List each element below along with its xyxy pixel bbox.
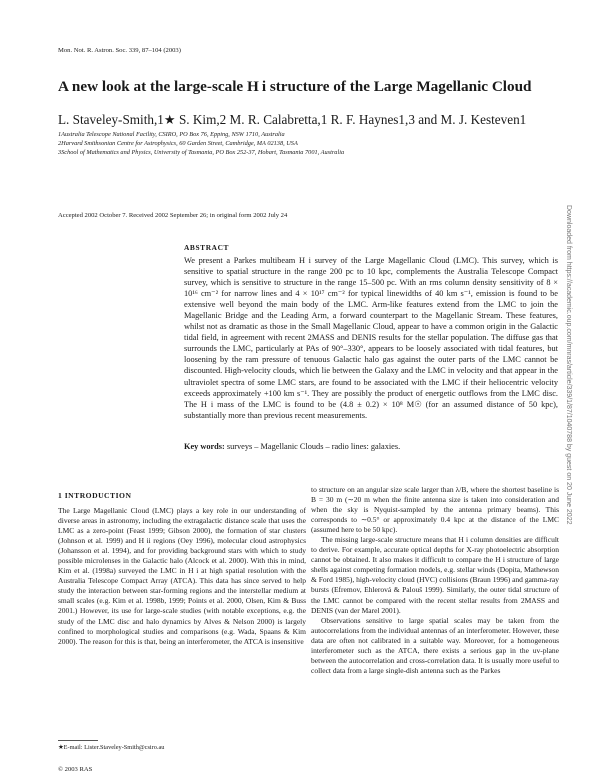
body-paragraph: Observations sensitive to large spatial scales may be taken from the autocorrelations from the individual antennas of an interferometer. However, these data are often not calibrated in a suitable way. Moreover, for a homogeneous interferometer such as the ATCA, there exists a serious gap in the uv-plane between the autocorrelation and cross-correlation data. It is usually more useful to collect data from a large single-dish antenna such as the Parkes bbox=[311, 615, 559, 675]
left-column bbox=[58, 506, 306, 647]
abstract-body bbox=[184, 255, 558, 421]
download-watermark bbox=[560, 205, 574, 605]
keywords-text: surveys – Magellanic Clouds – radio lines: galaxies. bbox=[226, 442, 401, 451]
download-watermark-text: Downloaded from https://academic.oup.com/mnras/article/339/1/87/1040788 by guest on 20 June 2022 bbox=[565, 205, 572, 525]
abstract-heading: ABSTRACT bbox=[184, 243, 230, 252]
author-list: L. Staveley-Smith,1★ S. Kim,2 M. R. Calabretta,1 R. F. Haynes1,3 and M. J. Kesteven1 bbox=[58, 112, 527, 127]
body-paragraph: The missing large-scale structure means that H i column densities are difficult to derive. For example, accurate optical depths for X-ray photoelectric absorption cannot be obtained. It also makes it difficult to compare the H i structure of large shells against competing formation models, e.g. stellar winds (Dopita, Mathewson & Ford 1985), high-velocity cloud (HVC) collisions (Braun 1996) and gamma-ray bursts (Efremov, Ehlerová & Palouš 1999). Similarly, the outer tidal structure of the LMC cannot be compared with the recent stellar results from 2MASS and DENIS (van der Marel 2001). bbox=[311, 535, 559, 615]
body-paragraph: to structure on an angular size scale larger than λ/B, where the shortest baseline is B = 30 m (∼20 m when the finite antenna size is taken into consideration and when the sky is Nyquist-sampled by the antenna primary beams). This corresponds to ∼0.5° or approximately 0.4 kpc at the distance of the LMC (assumed here to be 50 kpc). bbox=[311, 485, 559, 535]
section-heading: 1 INTRODUCTION bbox=[58, 491, 132, 500]
journal-citation: Mon. Not. R. Astron. Soc. 339, 87–104 (2003) bbox=[58, 47, 181, 54]
publication-dates: Accepted 2002 October 7. Received 2002 September 26; in original form 2002 July 24 bbox=[58, 212, 288, 219]
affiliation-3: 3School of Mathematics and Physics, University of Tasmania, PO Box 252-37, Hobart, Tasmania 7001, Australia bbox=[58, 149, 345, 156]
paper-title: A new look at the large-scale H i structure of the Large Magellanic Cloud bbox=[58, 78, 532, 95]
affiliation-1: 1Australia Telescope National Facility, CSIRO, PO Box 76, Epping, NSW 1710, Australia bbox=[58, 131, 285, 138]
footnote-email: ★E-mail: Lister.Staveley-Smith@csiro.au bbox=[58, 744, 165, 751]
abstract-paragraph: We present a Parkes multibeam H i survey of the Large Magellanic Cloud (LMC). This survey, which is sensitive to spatial structure in the range 200 pc to 10 kpc, complements the Australia Telescope Compact survey, which is sensitive to structure in the range 15–500 pc. With an rms column density sensitivity of 8 × 10¹⁶ cm⁻² for narrow lines and 4 × 10¹⁷ cm⁻² for typical linewidths of 40 km s⁻¹, emission is found to be extensive well beyond the main body of the LMC. Arm-like features extend from the LMC to join the Magellanic Bridge and the Leading Arm, a forward counterpart to the Magellanic Stream. These features, whilst not as dramatic as those in the Small Magellanic Cloud, appear to have a common origin in the Galactic tidal field, in agreement with recent 2MASS and DENIS results for the stellar population. The diffuse gas that surrounds the LMC, particularly at PAs of 90°–330°, appears to be loosely associated with tidal features, but loosening by the ram pressure of tenuous Galactic halo gas against the outer parts of the LMC cannot be discounted. High-velocity clouds, which lie between the Galaxy and the LMC in velocity and that appear in the ultraviolet spectra of some LMC stars, are found to be associated with the LMC if their heliocentric velocity exceeds approximately +100 km s⁻¹. They are possibly the product of energetic outflows from the LMC disc. The H i mass of the LMC is found to be (4.8 ± 0.2) × 10⁸ M☉ (for an assumed distance of 50 kpc), substantially more than previous recent measurements. bbox=[184, 256, 558, 420]
copyright-notice: © 2003 RAS bbox=[58, 766, 93, 773]
keywords-label: Key words: bbox=[184, 442, 225, 451]
keywords bbox=[184, 442, 558, 451]
intro-paragraph: The Large Magellanic Cloud (LMC) plays a key role in our understanding of diverse areas in astronomy, including the extragalactic distance scale that uses the LMC as a zero-point (Feast 1999; Gibson 2000), the formation of star clusters (Johnson et al. 1999) and H ii regions (Oey 1996), molecular cloud astrophysics (Johansson et al. 1994), and for providing background stars with which to study possible microlenses in the Galactic halo (Alcock et al. 2000). With this in mind, Kim et al. (1998a) surveyed the LMC in H i at high spatial resolution with the Australia Telescope Compact Array (ATCA). This data has since served to help study the interaction between star-forming regions and the interstellar medium at small scales (e.g. Kim et al. 1998b, 1999; Points et al. 2000, Olsen, Kim & Buss 2001.) However, its use for large-scale studies (with notable exceptions, e.g. the study of the LMC disc and halo dynamics by Alves & Nelson 2000) is largely confined to morphological studies and comparisons (e.g. Wada, Spaans & Kim 2000). The reason for this is that, being an interferometer, the ATCA is insensitive bbox=[58, 506, 306, 646]
right-column bbox=[311, 485, 559, 676]
affiliation-2: 2Harvard Smithsonian Centre for Astrophysics, 60 Garden Street, Cambridge, MA 02138, USA bbox=[58, 140, 298, 147]
footnote-rule bbox=[58, 740, 98, 741]
